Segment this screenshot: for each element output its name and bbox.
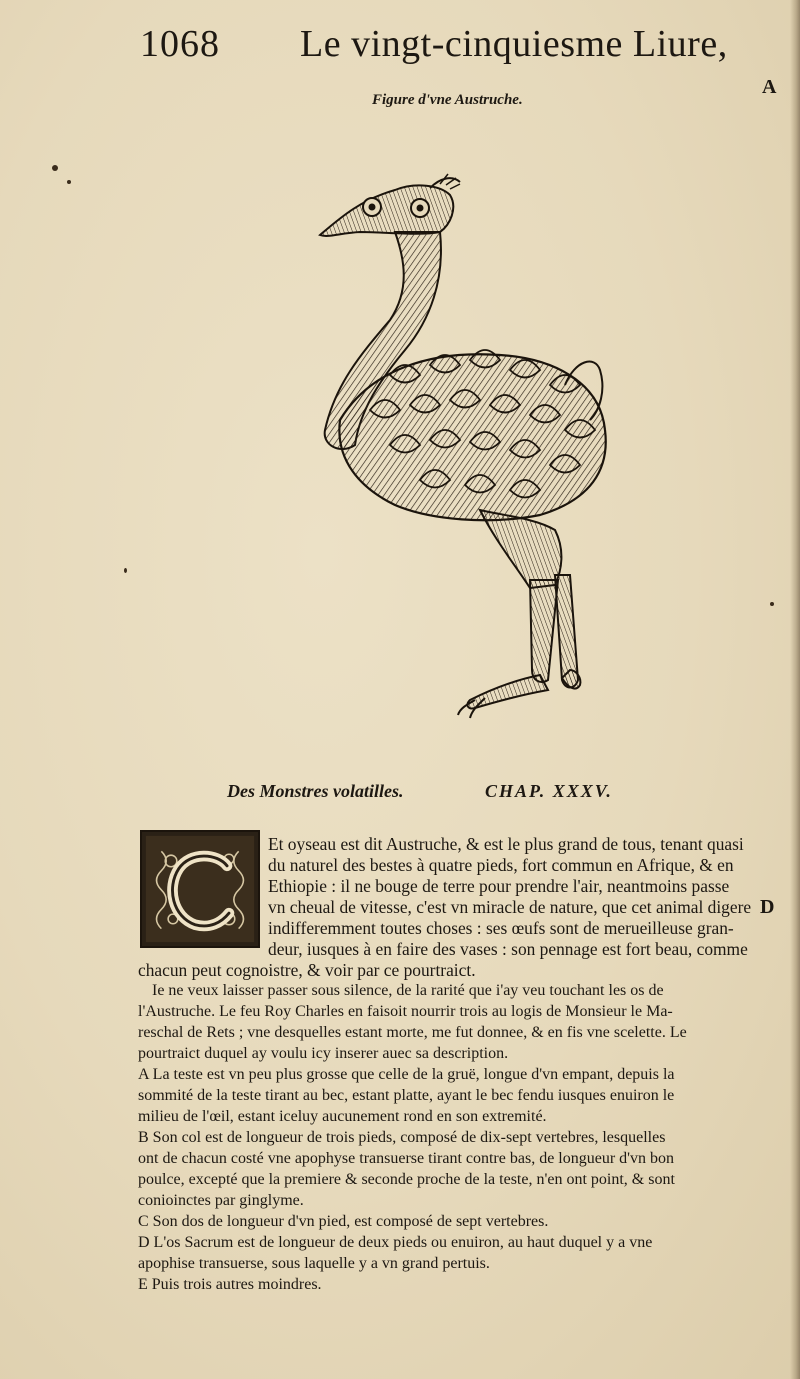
text-line: deur, iusques à en faire des vases : son pennage est fort beau, comme <box>268 939 748 959</box>
ostrich-woodcut-illustration <box>300 170 620 730</box>
margin-letter-d: D <box>760 896 775 918</box>
paper-speck <box>67 180 71 184</box>
text-line: D L'os Sacrum est de longueur de deux pieds ou enuiron, au haut duquel y a vne <box>138 1234 653 1251</box>
chapter-title: Des Monstres volatilles. <box>227 781 404 801</box>
text-line: pourtraict duquel ay voulu icy inserer auec sa description. <box>138 1045 509 1062</box>
text-line: B Son col est de longueur de trois pieds, composé de dix-sept vertebres, lesquelles <box>138 1129 666 1146</box>
text-line: A La teste est vn peu plus grosse que celle de la gruë, longue d'vn empant, depuis la <box>138 1066 675 1083</box>
text-line: ont de chacun costé vne apophyse transuerse tirant contre bas, de longueur d'vn bon <box>138 1150 675 1167</box>
paper-speck <box>52 165 58 171</box>
text-line: milieu de l'œil, estant iceluy aucunement rond en son extremité. <box>138 1108 547 1125</box>
margin-letter-a: A <box>762 76 777 98</box>
text-line: du naturel des bestes à quatre pieds, fort commun en Afrique, & en <box>268 855 734 875</box>
text-line: C Son dos de longueur d'vn pied, est composé de sept vertebres. <box>138 1213 549 1230</box>
page-number: 1068 <box>140 23 220 65</box>
paper-speck <box>124 568 127 573</box>
decorated-initial-c <box>140 830 260 948</box>
text-line: vn cheual de vitesse, c'est vn miracle de nature, que cet animal digere <box>268 897 752 917</box>
figure-title: Figure d'vne Austruche. <box>372 92 523 108</box>
text-line: indifferemment toutes choses : ses œufs sont de merueilleuse gran- <box>268 918 734 938</box>
text-line: sommité de la teste tirant au bec, estant platte, ayant le bec fendu iusques enuiron le <box>138 1087 675 1104</box>
text-line: Et oyseau est dit Austruche, & est le plus grand de tous, tenant quasi <box>268 834 744 854</box>
text-line: poulce, excepté que la premiere & seconde proche de la teste, n'en ont point, & sont <box>138 1171 675 1188</box>
running-head: Le vingt-cinquiesme Liure, <box>300 23 728 65</box>
text-line: conioinctes par ginglyme. <box>138 1192 304 1209</box>
text-line: apophise transuerse, sous laquelle y a vn grand pertuis. <box>138 1255 490 1272</box>
chapter-number: CHAP. XXXV. <box>485 781 613 801</box>
text-line: reschal de Rets ; vne desquelles estant morte, me fut donnee, & en fis vne scelette. Le <box>138 1024 687 1041</box>
text-line: E Puis trois autres moindres. <box>138 1276 322 1293</box>
text-line: Ethiopie : il ne bouge de terre pour prendre l'air, neantmoins passe <box>268 876 730 896</box>
text-line: l'Austruche. Le feu Roy Charles en faisoit nourrir trois au logis de Monsieur le Ma- <box>138 1003 673 1020</box>
text-line: chacun peut cognoistre, & voir par ce pourtraict. <box>138 960 476 980</box>
text-line: Ie ne veux laisser passer sous silence, de la rarité que i'ay veu touchant les os de <box>152 982 664 999</box>
paper-speck <box>770 602 774 606</box>
page-spine-shadow <box>790 0 800 1379</box>
